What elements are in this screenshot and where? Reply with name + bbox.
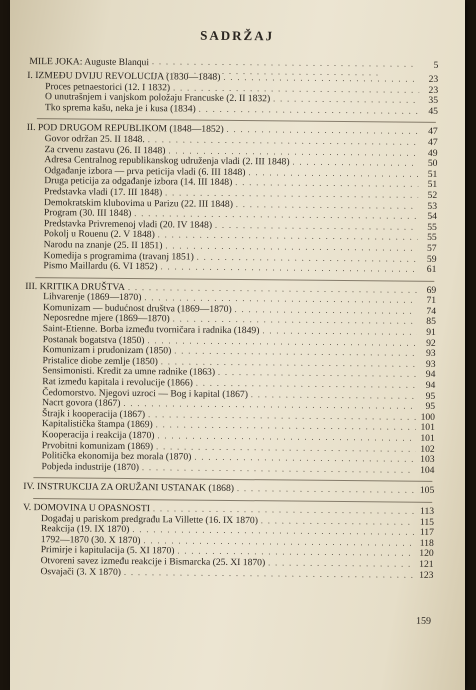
section-title-text: IV. INSTRUKCIJA ZA ORUŽANI USTANAK (1868) xyxy=(23,481,235,495)
entry-page: 55 xyxy=(427,232,437,244)
dot-leader xyxy=(237,484,415,496)
section-title-text: I. IZMEĐU DVIJU REVOLUCIJA (1830—1848) xyxy=(27,69,221,83)
entry-page: 91 xyxy=(426,326,436,338)
entry-page: 61 xyxy=(426,263,437,276)
entry-page: 118 xyxy=(419,537,434,549)
section-page: 23 xyxy=(428,73,439,85)
dot-leader xyxy=(199,104,419,117)
entry-title: Sensimonisti. Kredit za umne radnike (1863) xyxy=(42,365,216,379)
entry-page: 93 xyxy=(425,358,436,370)
section-page: 105 xyxy=(419,485,435,497)
toc-section xyxy=(25,123,437,275)
entry-title: Saint-Etienne. Borba između tvorničara i radnika (1849) xyxy=(42,323,260,337)
entry-page: 101 xyxy=(420,432,435,444)
entry-page: 95 xyxy=(425,390,436,402)
section-title-text: III. KRITIKA DRUŠTVA xyxy=(25,280,126,293)
entry-title: Za crvenu zastavu (26. II 1848) xyxy=(44,143,166,156)
toc-section xyxy=(27,71,438,117)
entry-title: Program (30. III 1848) xyxy=(43,207,132,220)
entry-title: Druga peticija za odgađanje izbora (14. III 1848) xyxy=(44,175,233,189)
entry-page: 49 xyxy=(427,147,438,159)
entry-title: Primirje i kapitulacija (5. XI 1870) xyxy=(40,544,175,557)
entry-title: Čedomorstvo. Njegovi uzroci — Bog i kapital (1867) xyxy=(42,386,248,400)
entry-title: Politička ekonomija bez morala (1870) xyxy=(41,450,192,463)
entry-title: Proces petnaestorici (12. I 1832) xyxy=(45,80,171,93)
toc-section xyxy=(23,482,434,497)
entry-page: 115 xyxy=(419,516,435,528)
entry-page: 54 xyxy=(427,210,437,223)
entry-title: Rat između kapitala i revolucije (1866) xyxy=(42,376,193,389)
entry-title: Demokratskim klubovima u Parizu (22. III 1848) xyxy=(43,196,234,210)
entry-page: 95 xyxy=(425,401,436,413)
entry-title: Kapitalistička štampa (1869) xyxy=(41,418,153,431)
entry-title: Neposredne mjere (1869—1870) xyxy=(42,312,170,325)
entry-page: 94 xyxy=(425,379,436,391)
entry-page: 59 xyxy=(426,253,437,265)
entry-page: 102 xyxy=(420,443,435,455)
entry-page: 85 xyxy=(426,316,436,328)
entry-title: Predstavka Privremenoj vladi (20. IV 1848) xyxy=(43,217,213,231)
entry-title: 1792—1870 (30. X 1870) xyxy=(40,533,141,546)
entry-page: 121 xyxy=(419,558,434,570)
entry-title: Komedija s programima (travanj 1851) xyxy=(43,249,194,263)
entry-page: 120 xyxy=(419,548,434,560)
entry-page: 92 xyxy=(426,337,436,349)
section-page: 113 xyxy=(420,505,435,517)
entry-page: 50 xyxy=(427,157,438,170)
entry-page: 57 xyxy=(426,242,437,254)
section-page: 47 xyxy=(428,126,438,138)
entry-page: 104 xyxy=(420,464,435,476)
section-page: 69 xyxy=(426,284,437,296)
page-number: 159 xyxy=(415,615,432,627)
entry-title: Osvajači (3. X 1870) xyxy=(40,565,122,578)
toc-intro-page: 5 xyxy=(433,59,439,71)
entry-page: 117 xyxy=(419,526,434,539)
page-title: SADRŽAJ xyxy=(200,27,275,44)
entry-page: 71 xyxy=(426,295,437,307)
entry-page: 55 xyxy=(427,221,437,233)
entry-page: 93 xyxy=(425,348,436,360)
entry-title: Reakcija (19. IX 1870) xyxy=(40,523,130,536)
dot-leader xyxy=(142,463,416,476)
entry-title: Postanak bogatstva (1850) xyxy=(42,333,145,346)
page-content xyxy=(10,0,465,690)
entry-page: 45 xyxy=(428,105,438,117)
entry-title: Štrajk i kooperacija (1867) xyxy=(41,407,146,420)
entry-title: Pismo Maillardu (6. VI 1852) xyxy=(43,260,158,273)
entry-title: Komunizam i prudonizam (1850) xyxy=(42,344,172,357)
entry-title: Nacrt govora (1867) xyxy=(42,397,121,410)
entry-title: Lihvarenje (1869—1870) xyxy=(43,291,142,304)
entry-title: Pokolj u Rouenu (2. V 1848) xyxy=(43,228,155,241)
entry-title: Događaj u pariskom predgrađu La Villette (16. IX 1870) xyxy=(40,512,258,526)
toc-section-title xyxy=(23,482,434,497)
entry-page: 123 xyxy=(419,569,434,581)
section-title-text: V. DOMOVINA U OPASNOSTI xyxy=(23,501,151,515)
entry-title: Kooperacija i reakcija (1870) xyxy=(41,429,155,442)
section-title-text: II. POD DRUGOM REPUBLIKOM (1848—1852) xyxy=(26,122,224,136)
entry-title: Narodu na znanje (25. II 1851) xyxy=(43,239,163,252)
dot-leader xyxy=(124,567,415,580)
entry-title: Adresa Centralnog republikanskog udruženja vladi (2. III 1848) xyxy=(44,154,290,168)
entry-title: O unutrašnjem i vanjskom položaju Francuske (2. II 1832) xyxy=(45,91,271,105)
table-of-contents xyxy=(22,71,438,586)
toc-intro-text: MILE JOKA: Auguste Blanqui xyxy=(29,56,150,69)
entry-page: 94 xyxy=(425,369,436,381)
entry-page: 101 xyxy=(420,422,435,434)
toc-section xyxy=(22,503,434,581)
entry-page: 74 xyxy=(426,305,437,317)
entry-title: Odgađanje izbora — prva peticija vladi (6. III 1848) xyxy=(44,164,246,178)
entry-page: 35 xyxy=(428,95,439,107)
dot-leader xyxy=(161,262,418,275)
entry-page: 47 xyxy=(427,136,438,148)
entry-title: Predstavka vladi (17. III 1848) xyxy=(44,186,163,199)
entry-title: Pobjeda industrije (1870) xyxy=(41,460,140,473)
entry-title: Otvoreni savez između reakcije i Bismarcka (25. XI 1870) xyxy=(40,555,266,569)
book-page xyxy=(10,0,465,690)
entry-page: 52 xyxy=(427,189,438,201)
entry-page: 51 xyxy=(427,179,438,191)
entry-title: Komunizam — budućnost društva (1869—1870) xyxy=(42,302,232,315)
toc-section xyxy=(23,282,436,477)
entry-page: 103 xyxy=(420,453,435,466)
entry-title: Govor održan 25. II 1848. xyxy=(44,133,145,146)
entry-page: 53 xyxy=(427,200,438,212)
entry-page: 51 xyxy=(427,168,438,180)
entry-title: Tko sprema kašu, neka je i kusa (1834) xyxy=(44,101,196,115)
entry-page: 100 xyxy=(420,411,436,423)
entry-page: 23 xyxy=(428,84,439,96)
entry-title: Prvobitni komunizam (1869) xyxy=(41,439,154,452)
entry-title: Pristalice diobe zemlje (1850) xyxy=(42,354,158,368)
